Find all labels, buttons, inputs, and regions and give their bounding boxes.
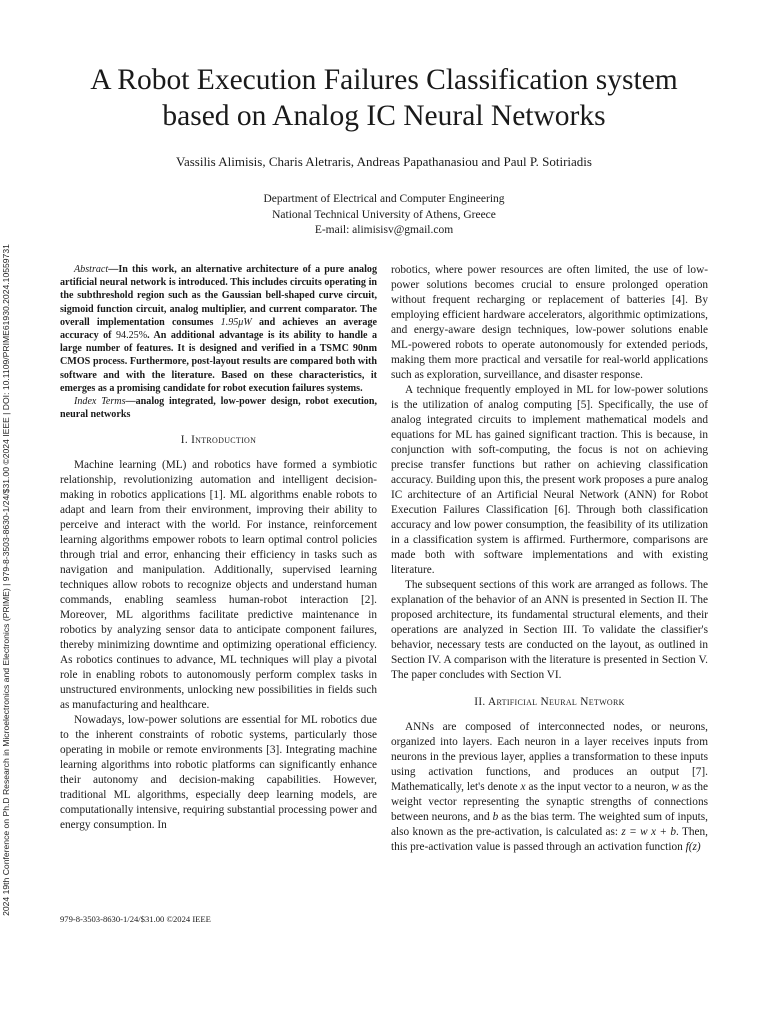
ann-text-a: ANNs are composed of interconnected nodes, or neurons, organized into layers. Each neuron in a layer receives inputs from neurons in the previous layer, applies a transformation to these inputs using activation functions, and produces an output [7]. Mathematically, let's denote — [391, 721, 708, 793]
affiliation-department: Department of Electrical and Computer Engineering — [263, 193, 505, 205]
ann-equation: z = w x + b — [621, 826, 676, 838]
affiliation-email: E-mail: alimisisv@gmail.com — [314, 224, 454, 236]
intro-paragraph-4: A technique frequently employed in ML for low-power solutions is the utilization of analog computing [5]. Specifically, the use of analog integrated circuits to implement mathematical models and equations for ML has gained significant traction. This is because, in conjunction with soft-computing, the focus is not on achieving precise transfer functions but rather on achieving classification accuracy. Building upon this, the present work proposes a pure analog IC architecture of an Artificial Neural Network (ANN) for Robot Execution Failures Classification [6]. Through both classification accuracy and low power consumption, the feasibility of its utilization in a classification system is affirmed. Furthermore, comparisons are made both with software implementations and with existing literature. — [391, 384, 708, 576]
intro-paragraph-3: robotics, where power resources are often limited, the use of low-power solutions becomes crucial to ensure prolonged operation without frequent recharging or replacement of batteries [4]. By employing efficient hardware accelerators, algorithmic optimizations, and energy-aware design techniques, low-power solutions enable ML-powered robots to operate autonomously for extended periods, making them more practical and versatile for real-world applications such as exploration, surveillance, and disaster response. — [391, 264, 708, 381]
ann-var-w: w — [671, 781, 679, 793]
ann-text-b: as the input vector to a neuron, — [525, 781, 672, 793]
abstract-power: 1.95μW — [220, 316, 252, 328]
index-terms-text: —analog integrated, low-power design, robot execution, neural networks — [60, 396, 377, 421]
title-line-2: based on Analog IC Neural Networks — [162, 100, 606, 132]
section-heading-introduction: I. Introduction — [180, 434, 257, 447]
right-column — [391, 263, 708, 855]
abstract-text-a: —In this work, an alternative architecture of a pure analog artificial neural network is introduced. This includes circuits operating in the subthreshold region such as the Gaussian bell-shaped curve circuit, sigmoid function circuit, analog multiplier, and current comparator. The overall implementation consumes — [60, 264, 377, 328]
ann-text-c: as the weight vector representing the synaptic strengths of connections between neurons, and — [391, 781, 708, 823]
copyright-footer: 979-8-3503-8630-1/24/$31.00 ©2024 IEEE — [60, 914, 211, 924]
intro-paragraph-2: Nowadays, low-power solutions are essential for ML robotics due to the inherent constraints of robotic systems, particularly those operating in mobile or remote environments [3]. Integrating machine learning algorithms into robotic platforms can significantly enhance their autonomy and decision-making capabilities. However, traditional ML algorithms, especially deep learning models, are computationally intensive, requiring substantial processing power and energy consumption. In — [60, 714, 377, 832]
abstract-accuracy: 94.25% — [115, 330, 148, 342]
index-terms — [60, 395, 377, 421]
section-heading-ann: II. Artificial Neural Network — [474, 696, 625, 708]
authors: Vassilis Alimisis, Charis Aletraris, Andreas Papathanasiou and Paul P. Sotiriadis — [176, 154, 592, 169]
left-column — [60, 263, 377, 833]
sidebar-text: 2024 19th Conference on Ph.D Research in Microelectronics and Electronics (PRIME) | 979-8-3503-8630-1/24/$31.00 ©2024 IEEE | DOI: 10.1109/PRIME61930.2024.10559731 — [1, 244, 11, 916]
ann-var-x: x — [520, 781, 526, 793]
intro-paragraph-5: The subsequent sections of this work are arranged as follows. The explanation of the behavior of an ANN is presented in Section II. The proposed architecture, its fundamental structural elements, and their operations are analyzed in Section III. To validate the classifier's behavior, necessary tests are conducted on the layout, as outlined in Section IV. A comparison with the literature is presented in Section V. The paper concludes with Section VI. — [391, 579, 708, 681]
ann-paragraph-1 — [391, 720, 708, 855]
abstract — [60, 263, 377, 395]
ann-text-e: . Then, this pre-activation value is passed through an activation function — [391, 826, 708, 853]
ann-var-b: b — [492, 811, 499, 823]
title-line-1: A Robot Execution Failures Classification system — [90, 64, 678, 96]
paper-title — [40, 62, 728, 134]
abstract-text-c: . An additional advantage is its ability to handle a large number of features. It is designed and verified in a TSMC 90nm CMOS process. Furthermore, post-layout results are compared both with software and with the literature. Based on these characteristics, it emerges as a promising candidate for robot execution failures systems. — [60, 330, 377, 394]
abstract-label: Abstract — [74, 264, 109, 275]
abstract-text-b: and achieves an average accuracy of — [60, 316, 377, 342]
affiliation-university: National Technical University of Athens, Greece — [272, 208, 496, 221]
ann-text-d: as the bias term. The weighted sum of inputs, also known as the pre-activation, is calculated as: — [391, 811, 708, 838]
affiliation — [40, 192, 728, 239]
intro-paragraph-1: Machine learning (ML) and robotics have formed a symbiotic relationship, revolutionizing automation and intelligent decision-making in robotics applications [1]. ML algorithms enable robots to adapt and learn from their environment, improving their ability to perceive and interact with the world. For instance, reinforcement learning algorithms empower robots to learn optimal control policies through trial and error, enhancing their efficiency in tasks such as navigation and manipulation. Additionally, supervised learning techniques allow robots to recognize objects and understand human commands, enabling seamless human-robot interaction [2]. Moreover, ML algorithms facilitate predictive maintenance in robotics by analyzing sensor data to anticipate component failures, thereby minimizing downtime and optimizing operational efficiency. As robotics continues to advance, ML techniques will play a pivotal role in enabling robots to autonomously perform complex tasks in unstructured environments, unlocking new possibilities in fields such as manufacturing and healthcare. — [60, 459, 377, 712]
doi-sidebar — [0, 210, 14, 950]
ann-function: f(z) — [685, 841, 701, 853]
index-terms-label: Index Terms — [74, 396, 126, 408]
